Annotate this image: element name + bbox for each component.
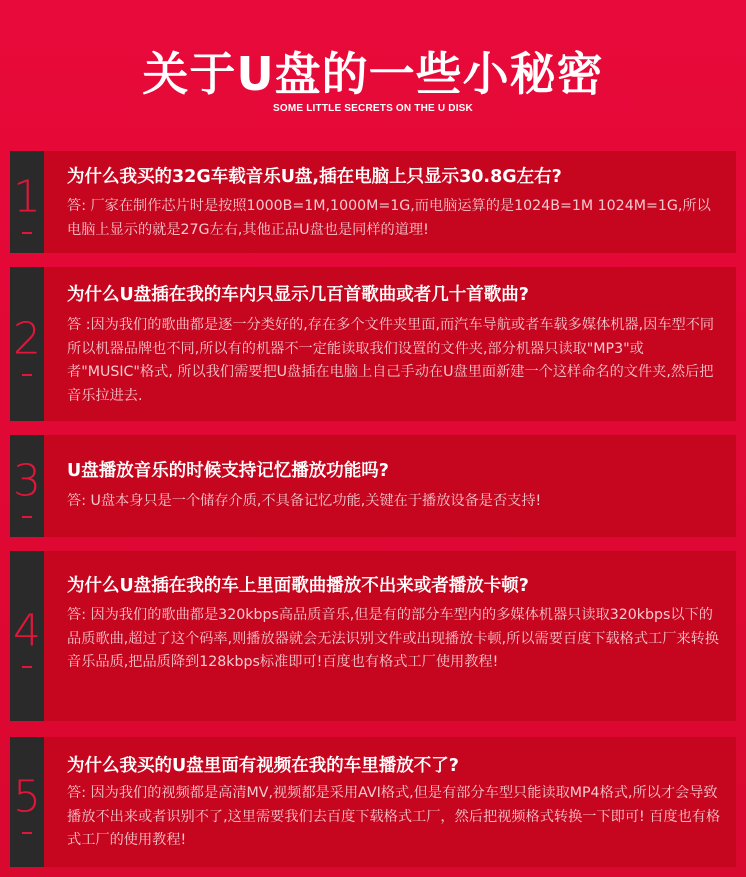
faq-question: U盘播放音乐的时候支持记忆播放功能吗? — [67, 461, 389, 481]
number-dash — [22, 832, 32, 834]
faq-card-3 — [10, 435, 736, 537]
faq-card-4 — [10, 551, 736, 721]
faq-number: 1 — [13, 171, 41, 223]
faq-answer: 答: U盘本身只是一个储存介质,不具备记忆功能,关键在于播放设备是否支持! — [67, 493, 542, 509]
faq-card-2 — [10, 267, 736, 421]
number-dash — [22, 374, 32, 376]
page-subtitle: SOME LITTLE SECRETS ON THE U DISK — [273, 103, 473, 114]
number-column — [10, 267, 44, 421]
faq-card-1 — [10, 151, 736, 253]
number-column — [10, 551, 44, 721]
faq-number: 4 — [13, 605, 41, 657]
faq-number: 2 — [13, 313, 41, 365]
number-dash — [22, 666, 32, 668]
faq-number: 5 — [13, 771, 41, 823]
faq-question: 为什么我买的32G车载音乐U盘,插在电脑上只显示30.8G左右? — [67, 167, 562, 187]
faq-question: 为什么U盘插在我的车上里面歌曲播放不出来或者播放卡顿? — [67, 576, 529, 596]
faq-number: 3 — [13, 455, 41, 507]
number-column — [10, 151, 44, 253]
faq-answer: 答: 因为我们的视频都是高清MV,视频都是采用AVI格式,但是有部分车型只能读取MP4格式,所以才会导致播放不出来或者识别不了,这里需要我们去百度下载格式工厂，然后把视频格式转换一下即可! 百度也有格式工厂的使用教程! — [67, 785, 721, 848]
number-column — [10, 435, 44, 537]
faq-answer: 答: 因为我们的歌曲都是320kbps高品质音乐,但是有的部分车型内的多媒体机器只读取320kbps以下的品质歌曲,超过了这个码率,则播放器就会无法识别文件或出现播放卡顿,所以需要百度下载格式工厂来转换音乐品质,把品质降到128kbps标准即可!百度也有格式工厂使用教程! — [67, 607, 719, 670]
faq-answer: 答 :因为我们的歌曲都是逐一分类好的,存在多个文件夹里面,而汽车导航或者车载多媒体机器,因车型不同所以机器品牌也不同,所以有的机器不一定能读取我们设置的文件夹,部分机器只读取"MP3"或者"MUSIC"格式, 所以我们需要把U盘插在电脑上自己手动在U盘里面新建一个这样命名的文件夹,然后把音乐拉进去. — [67, 317, 715, 404]
page-title: 关于U盘的一些小秘密 — [142, 47, 604, 101]
faq-question: 为什么U盘插在我的车内只显示几百首歌曲或者几十首歌曲? — [67, 285, 529, 305]
number-dash — [22, 516, 32, 518]
number-column — [10, 737, 44, 867]
faq-card-5 — [10, 737, 736, 867]
faq-question: 为什么我买的U盘里面有视频在我的车里播放不了? — [67, 756, 459, 776]
header — [0, 0, 746, 150]
number-dash — [22, 232, 32, 234]
faq-answer: 答: 厂家在制作芯片时是按照1000B=1M,1000M=1G,而电脑运算的是1024B=1M 1024M=1G,所以电脑上显示的就是27G左右,其他正品U盘也是同样的道理! — [67, 198, 711, 238]
